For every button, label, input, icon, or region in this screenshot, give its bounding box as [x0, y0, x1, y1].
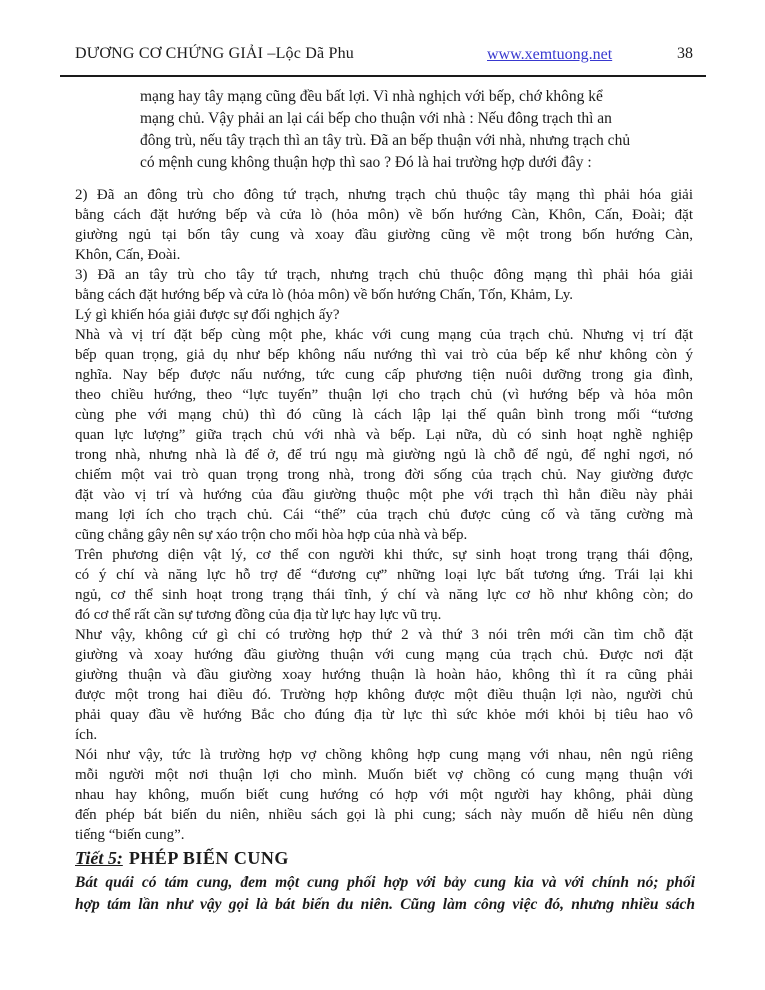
- text-line: bằng cách đặt hướng bếp và cửa lò (hỏa môn) về bốn hướng Càn, Khôn, Cấn, Đoài; đặt: [75, 207, 693, 223]
- paragraph: [75, 265, 693, 305]
- text-line: 3) Đã an tây trù cho tây tứ trạch, nhưng trạch chủ thuộc đông mạng thì phải hóa giải: [75, 267, 693, 283]
- text-line: có ý chí và năng lực hỗ trợ để “đương cự” những loại lực bất tương ứng. Trái lại khi: [75, 567, 693, 583]
- paragraph: [75, 185, 693, 265]
- text-line: mang lợi ích cho trạch chủ. Cái “thế” của trạch chủ được củng cố và tăng cường mà: [75, 507, 693, 523]
- header-divider: [60, 75, 706, 77]
- section-heading: [75, 848, 289, 869]
- text-line: bếp quan trọng, giả dụ như bếp không nấu nướng thì vai trò của bếp kể như không còn ý: [75, 347, 693, 363]
- paragraph: [75, 745, 693, 845]
- text-line: Bát quái có tám cung, đem một cung phối hợp với bảy cung kia và với chính nó; phối: [75, 874, 695, 891]
- text-line: được một trong hai điều đó. Trường hợp không được một điều thuận lợi nào, người chủ: [75, 687, 693, 703]
- text-line: đông trù, nếu tây trạch thì an tây trù. Đã an bếp thuận với nhà, nhưng trạch chủ: [140, 132, 631, 149]
- text-line: Nói như vậy, tức là trường hợp vợ chồng không hợp cung mạng với nhau, nên ngủ riêng: [75, 747, 693, 763]
- text-line: Như vậy, không cứ gì chỉ có trường hợp thứ 2 và thứ 3 nói trên mới cần tìm chỗ đặt: [75, 627, 693, 643]
- page-number: 38: [677, 45, 693, 62]
- text-line: đến phép bát biến du niên, nhiều sách gọi là phi cung; sách này muốn dễ hiểu nên dùng: [75, 807, 693, 823]
- paragraph: [75, 545, 693, 625]
- text-line: đó cơ thể rất cần sự tương đồng của địa từ lực hay lực vũ trụ.: [75, 607, 442, 623]
- text-line: chiếm một vai trò quan trọng trong nhà, trong đời sống của trạch chủ. Nay giường được: [75, 467, 693, 483]
- text-line: bằng cách đặt hướng bếp và cửa lò (hỏa môn) về bốn hướng Chấn, Tốn, Khảm, Ly.: [75, 287, 574, 303]
- document-title: DƯƠNG CƠ CHỨNG GIẢI –Lộc Dã Phu: [75, 45, 355, 62]
- website-link[interactable]: www.xemtuong.net: [487, 46, 613, 63]
- text-line: đặt vào vị trí và hướng của đầu giường thuộc một phe với trạch thì hẳn điều này phải: [75, 487, 693, 503]
- text-line: mỗi người một nơi thuận lợi cho mình. Muốn biết vợ chồng có cung mạng thuận với: [75, 767, 693, 783]
- section-number: Tiết 5:: [75, 848, 123, 868]
- text-line: nghĩa. Nay bếp được nấu nướng, tức cung cấp phương tiện nuôi dưỡng trong gia đình,: [75, 367, 693, 383]
- text-line: tiếng “biến cung”.: [75, 827, 185, 843]
- text-line: giường và xoay hướng đầu giường thuận với cung mạng của trạch chủ. Được nơi đặt: [75, 647, 693, 663]
- text-line: ích.: [75, 727, 98, 743]
- section-lead: [75, 872, 695, 915]
- text-line: trong nhà, nhưng nhà là để ở, để trú ngụ mà giường ngủ là chỗ để ngủ, để nghỉ ngơi, nó: [75, 447, 693, 463]
- paragraph: [75, 325, 693, 545]
- text-line: nhau hay không, muốn biết cung hướng có hợp với một người hay không, phải dùng: [75, 787, 693, 803]
- intro-paragraph: [140, 86, 670, 174]
- text-line: có mệnh cung không thuận hợp thì sao ? Đó là hai trường hợp dưới đây :: [140, 154, 592, 171]
- body-text: [75, 185, 693, 845]
- paragraph: [75, 305, 693, 325]
- text-line: ngủ, cơ thể sinh hoạt trong trạng thái tĩnh, ý chí và năng lực cơ hồ như không còn; do: [75, 587, 693, 603]
- text-line: phải quay đầu về hướng Bắc cho đúng địa từ lực thì sức khỏe mới khỏi bị tiêu hao vô: [75, 707, 693, 723]
- text-line: Trên phương diện vật lý, cơ thể con người khi thức, sự sinh hoạt trong trạng thái động,: [75, 547, 693, 563]
- text-line: cũng chẳng gây nên sự xáo trộn cho mối hòa hợp của nhà và bếp.: [75, 527, 468, 543]
- text-line: mạng chủ. Vậy phải an lại cái bếp cho thuận với nhà : Nếu đông trạch thì an: [140, 110, 612, 127]
- text-line: giường ngủ tại bốn tây cung và xoay đầu giường cũng về một trong bốn hướng Càn,: [75, 227, 693, 243]
- text-line: Khôn, Cấn, Đoài.: [75, 247, 181, 263]
- text-line: hợp tám lần như vậy gọi là bát biến du niên. Cũng làm công việc đó, nhưng nhiều sách: [75, 895, 695, 913]
- text-line: theo chiều hướng, theo “lực tuyến” thuận lợi cho trạch chủ (vì hướng bếp và hỏa môn: [75, 387, 693, 403]
- text-line: mạng hay tây mạng cũng đều bất lợi. Vì nhà nghịch với bếp, chớ không kể: [140, 88, 603, 105]
- text-line: 2) Đã an đông trù cho đông tứ trạch, nhưng trạch chủ thuộc tây mạng thì phải hóa giải: [75, 187, 693, 203]
- text-line: Lý gì khiến hóa giải được sự đối nghịch ấy?: [75, 307, 340, 323]
- text-line: cùng phe với mạng chủ) thì đó cũng là cách lập lại thế quân bình trong mối “tương: [75, 407, 693, 423]
- section-title: PHÉP BIẾN CUNG: [128, 848, 289, 868]
- text-line: giường thuận và đầu giường xoay hướng thuận là hoàn hảo, không thì ít ra cũng phải: [75, 667, 693, 683]
- paragraph: [75, 625, 693, 745]
- text-line: quan lực lượng” giữa trạch chủ với nhà và bếp. Lại nữa, dù có sinh hoạt nghề nghiệp: [75, 427, 693, 443]
- text-line: Nhà và vị trí đặt bếp cùng một phe, khác với cung mạng của trạch chủ. Nhưng vị trí đặt: [75, 327, 693, 343]
